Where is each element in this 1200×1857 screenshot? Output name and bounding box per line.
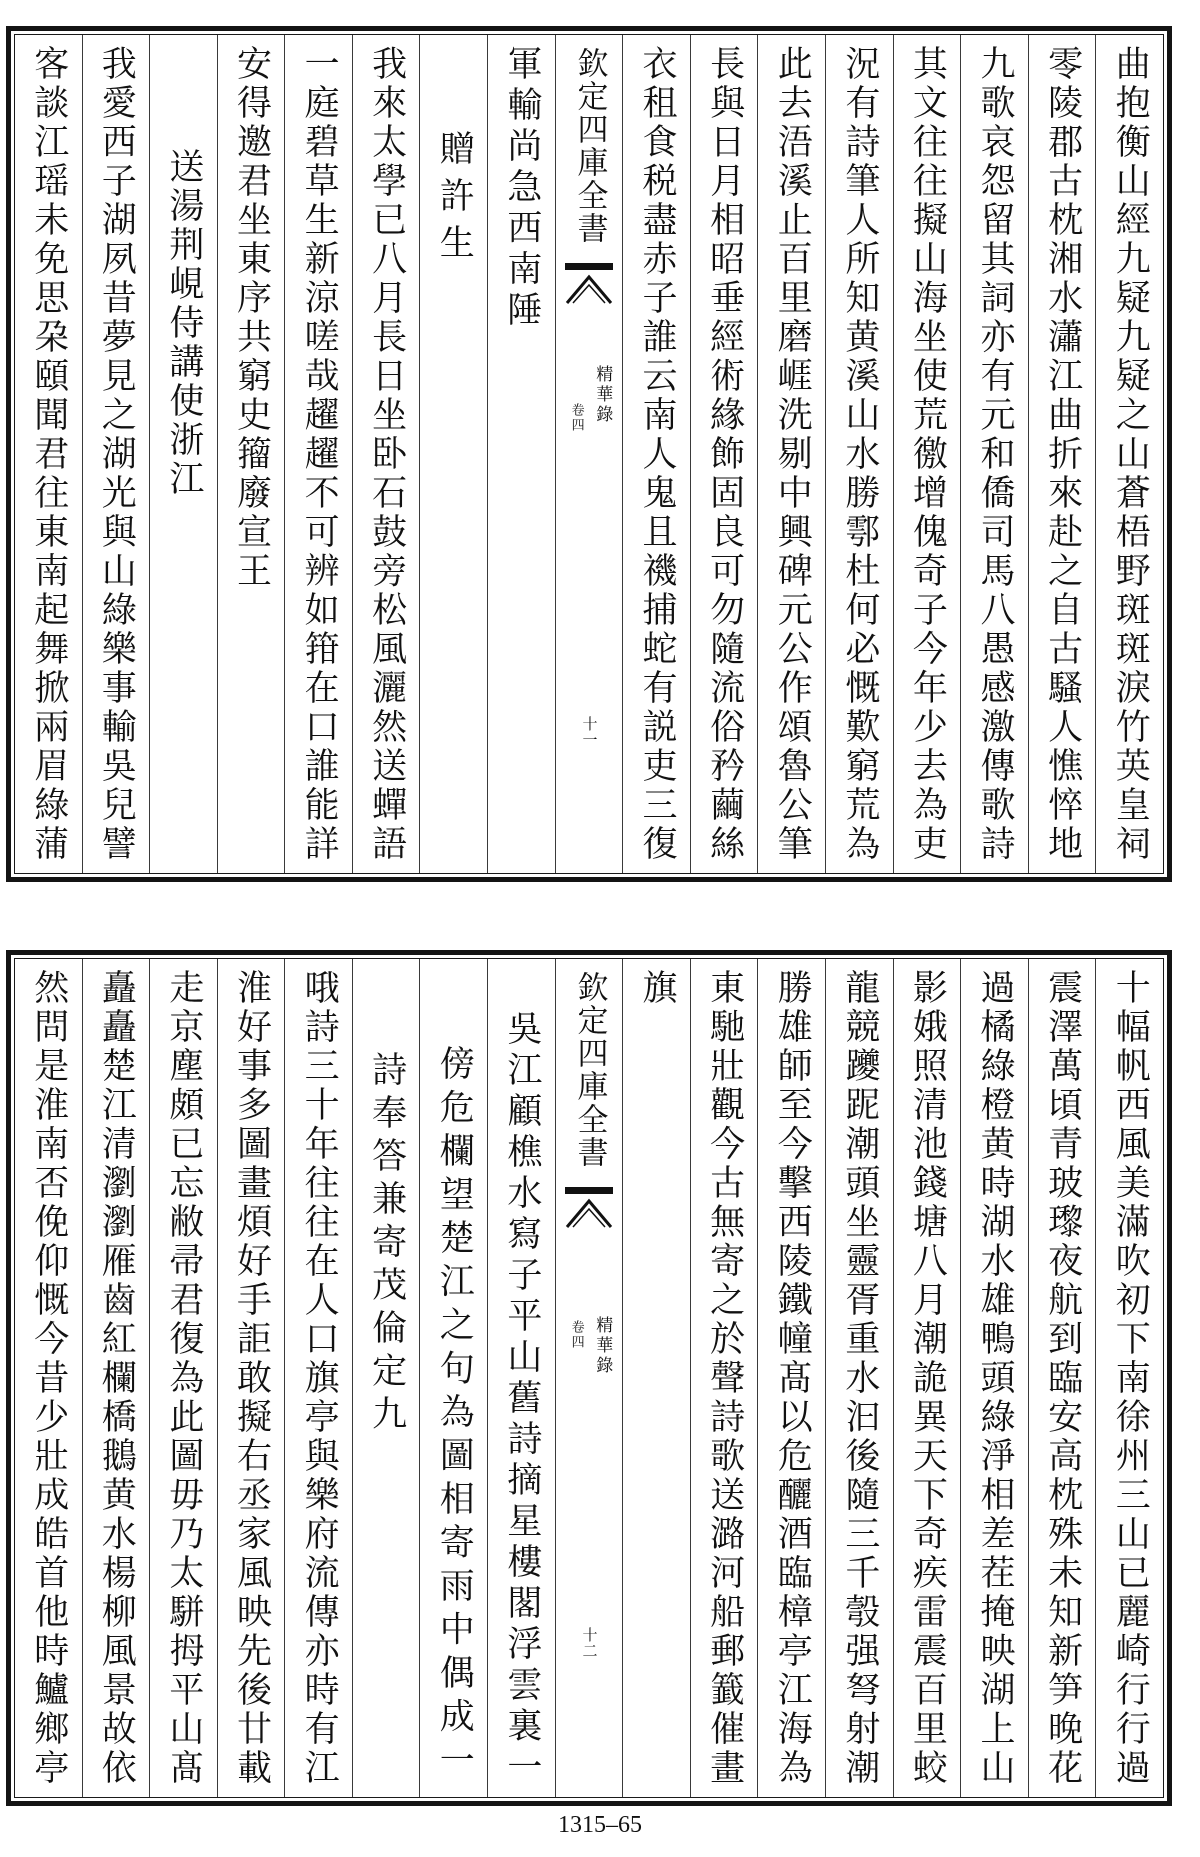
- collection-title: 欽定四庫全書: [571, 971, 608, 1169]
- column-text: 過橘綠橙黄時湖水雄鴨頭綠淨相差茬掩映湖上山: [975, 969, 1016, 1788]
- text-column: [893, 959, 961, 1797]
- text-column: [1095, 35, 1163, 873]
- poem-title: 吳江顧樵水寫子平山舊詩摘星樓閣浮雲裏一: [501, 1010, 542, 1789]
- fish-tail-mark-icon: [565, 1187, 613, 1231]
- column-text: 其文往往擬山海坐使荒徼增傀奇子今年少去為吏: [907, 45, 948, 864]
- text-column: [893, 35, 961, 873]
- poem-title-column: [149, 35, 217, 873]
- text-column: [825, 35, 893, 873]
- text-column: [15, 959, 82, 1797]
- column-text: 我來太學已八月長日坐卧石鼓旁松風灑然送蟬語: [366, 45, 407, 864]
- page-header-column: [555, 959, 623, 1797]
- text-column: [217, 35, 285, 873]
- text-column: [960, 959, 1028, 1797]
- text-column: [757, 959, 825, 1797]
- poem-title-column: [419, 959, 487, 1797]
- text-column: [690, 35, 758, 873]
- text-column: [757, 35, 825, 873]
- top-page: [6, 26, 1172, 882]
- text-column: [352, 35, 420, 873]
- text-column: [622, 959, 690, 1797]
- column-text: 龍競躨跜潮頭坐靈胥重水汩後隨三千彀强弩射潮: [839, 969, 880, 1788]
- text-column: [284, 959, 352, 1797]
- text-column: [217, 959, 285, 1797]
- text-column: [1028, 959, 1096, 1797]
- column-text: 安得邀君坐東序共窮史籀廢宣王: [231, 45, 272, 591]
- column-text: 此去浯溪止百里磨崕洗剔中興碑元公作頌魯公筆: [772, 45, 813, 864]
- fish-tail-mark-icon: [565, 263, 613, 307]
- column-text: 九歌哀怨留其詞亦有元和僑司馬八愚感激傳歌詩: [975, 45, 1016, 864]
- column-text: 我愛西子湖夙昔夢見之湖光與山綠樂事輸吳兒譬: [96, 45, 137, 864]
- text-column: [1095, 959, 1163, 1797]
- column-text: 走京塵頗已忘敝帚君復為此圖毋乃太駢拇平山髙: [163, 969, 204, 1788]
- text-column: [15, 35, 82, 873]
- bottom-page: [6, 950, 1172, 1806]
- poem-title: 傍危欄望楚江之句為圖相寄雨中偶成一: [434, 1045, 475, 1785]
- poem-title-column: [352, 959, 420, 1797]
- poem-title: 詩奉答兼寄茂倫定九: [366, 1051, 407, 1438]
- column-text: 十幅帆西風美滿吹初下南徐州三山已麗崎行行過: [1110, 969, 1151, 1788]
- column-text: 勝雄師至今擊西陵鐵幢髙以危釃酒臨樟亭江海為: [772, 969, 813, 1788]
- page-text-block: [14, 958, 1164, 1798]
- text-column: [284, 35, 352, 873]
- text-column: [960, 35, 1028, 873]
- text-column: [825, 959, 893, 1797]
- poem-title: 送湯荆峴侍講使浙江: [163, 148, 204, 499]
- header-book-info: [556, 1316, 623, 1446]
- text-column: [1028, 35, 1096, 873]
- page-footer-number: 1315–65: [558, 1812, 642, 1838]
- text-column: [690, 959, 758, 1797]
- column-text: 衣租食税盡赤子誰云南人鬼且禨捕蛇有説吏三復: [637, 45, 678, 864]
- poem-title-column: [419, 35, 487, 873]
- column-text: 震澤萬頃青玻瓈夜航到臨安高枕殊未知新笋晚花: [1042, 969, 1083, 1788]
- column-text: 矗矗楚江清瀏瀏雁齒紅欄橋鵝黄水楊柳風景故依: [96, 969, 137, 1788]
- volume-label: 卷四: [568, 1320, 584, 1350]
- text-column: [82, 959, 150, 1797]
- column-text: 東馳壯觀今古無寄之於聲詩歌送潞河船郵籖催畫: [704, 969, 745, 1788]
- collection-title: 欽定四庫全書: [571, 47, 608, 245]
- column-text: 哦詩三十年往往在人口旗亭與樂府流傳亦時有江: [299, 969, 340, 1788]
- text-column: [487, 35, 555, 873]
- column-text: 況有詩筆人所知黄溪山水勝鄠杜何必慨歎窮荒為: [839, 45, 880, 864]
- header-book-info: [556, 365, 623, 495]
- page-number: 十一: [580, 716, 599, 748]
- column-text: 零陵郡古枕湘水瀟江曲折來赴之自古騷人憔悴地: [1042, 45, 1083, 864]
- text-column: [149, 959, 217, 1797]
- column-text: 影娥照清池錢塘八月潮詭異天下奇疾雷震百里蛟: [907, 969, 948, 1788]
- text-column: [82, 35, 150, 873]
- page-number: 十二: [580, 1627, 599, 1659]
- page-header-column: [555, 35, 623, 873]
- column-text: 一庭碧草生新涼嗟哉趯趯不可辨如箝在口誰能詳: [299, 45, 340, 864]
- poem-title-column: [487, 959, 555, 1797]
- column-text: 長與日月相昭垂經術緣飾固良可勿隨流俗矜繭絲: [704, 45, 745, 864]
- column-text: 淮好事多圖畫煩好手詎敢擬右丞家風映先後廿載: [231, 969, 272, 1788]
- page-text-block: [14, 34, 1164, 874]
- column-text: 軍輸尚急西南陲: [501, 45, 542, 332]
- poem-title: 贈許生: [434, 130, 475, 271]
- text-column: [622, 35, 690, 873]
- column-text: 旗: [637, 969, 678, 1008]
- column-text: 然問是淮南否俛仰慨今昔少壯成皓首他時鱸鄉亭: [28, 969, 69, 1788]
- volume-label: 卷四: [568, 403, 584, 433]
- column-text: 曲抱衡山經九疑九疑之山蒼梧野斑斑淚竹英皇祠: [1110, 45, 1151, 864]
- book-title: 精華錄: [592, 365, 613, 425]
- column-text: 客談江瑶未免思朶頤聞君往東南起舞掀兩眉綠蒲: [28, 45, 69, 864]
- book-title: 精華錄: [592, 1316, 613, 1376]
